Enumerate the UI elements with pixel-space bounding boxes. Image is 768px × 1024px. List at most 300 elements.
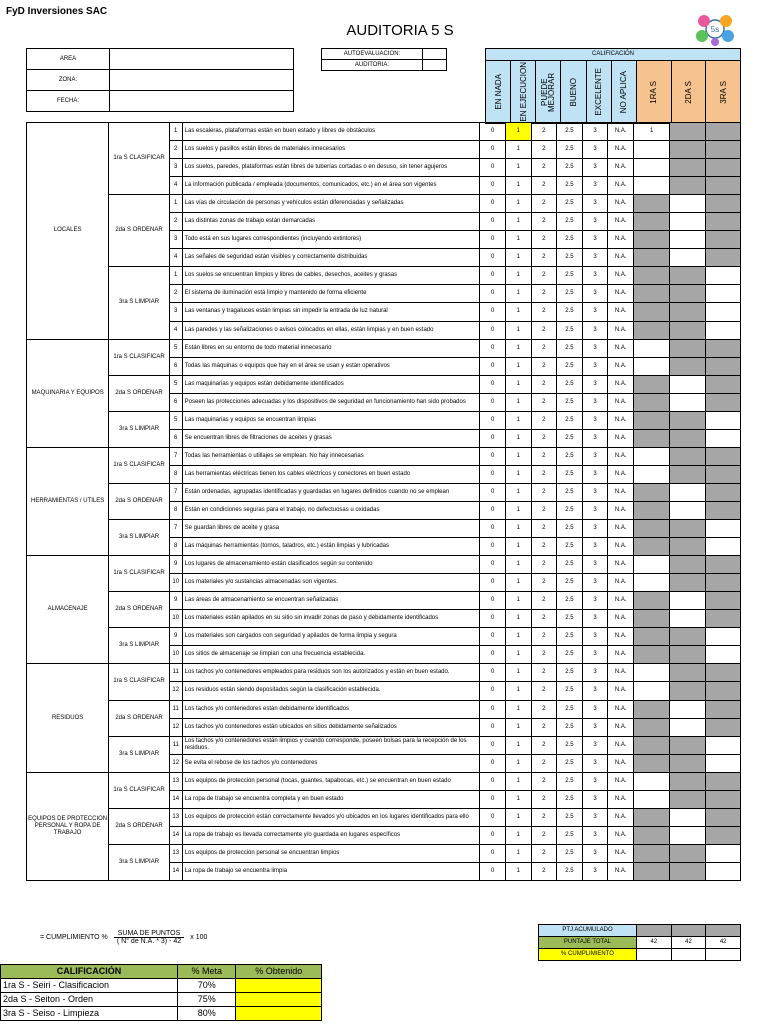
score-option[interactable]: 1: [506, 447, 532, 465]
result-1ra[interactable]: 1: [634, 123, 670, 141]
score-option[interactable]: 3: [582, 700, 608, 718]
score-option[interactable]: N.A.: [608, 123, 634, 141]
score-option[interactable]: 1: [506, 123, 532, 141]
score-option[interactable]: 0: [480, 393, 506, 411]
score-option[interactable]: 0: [480, 718, 506, 736]
score-option[interactable]: 3: [582, 375, 608, 393]
score-option[interactable]: 3: [582, 285, 608, 303]
score-option[interactable]: 0: [480, 195, 506, 213]
score-option[interactable]: 1: [506, 303, 532, 321]
score-option[interactable]: 3: [582, 213, 608, 231]
score-option[interactable]: 3: [582, 159, 608, 177]
score-option[interactable]: 2.5: [557, 646, 583, 664]
score-option[interactable]: 2: [531, 483, 557, 501]
score-option[interactable]: 3: [582, 249, 608, 267]
score-option[interactable]: 2: [531, 429, 557, 447]
score-option[interactable]: N.A.: [608, 610, 634, 628]
score-option[interactable]: 1: [506, 267, 532, 285]
score-option[interactable]: 2: [531, 285, 557, 303]
score-option[interactable]: 1: [506, 249, 532, 267]
score-option[interactable]: 3: [582, 556, 608, 574]
score-option[interactable]: 2.5: [557, 574, 583, 592]
score-option[interactable]: 2.5: [557, 790, 583, 808]
score-option[interactable]: 2.5: [557, 177, 583, 195]
result-1ra[interactable]: [634, 141, 670, 159]
score-option[interactable]: 2: [531, 465, 557, 483]
score-option[interactable]: 2.5: [557, 538, 583, 556]
score-option[interactable]: 1: [506, 159, 532, 177]
score-option[interactable]: 2.5: [557, 844, 583, 862]
score-option[interactable]: 3: [582, 339, 608, 357]
result-1ra[interactable]: [634, 357, 670, 375]
score-option[interactable]: 0: [480, 592, 506, 610]
score-option[interactable]: 3: [582, 267, 608, 285]
score-option[interactable]: 0: [480, 285, 506, 303]
score-option[interactable]: N.A.: [608, 159, 634, 177]
result-3ra[interactable]: [705, 303, 740, 321]
score-option[interactable]: N.A.: [608, 700, 634, 718]
score-option[interactable]: N.A.: [608, 520, 634, 538]
meta-row-obtenido[interactable]: [236, 993, 322, 1007]
score-option[interactable]: 2.5: [557, 285, 583, 303]
result-3ra[interactable]: [705, 267, 740, 285]
score-option[interactable]: 2: [531, 682, 557, 700]
score-option[interactable]: 0: [480, 862, 506, 880]
score-option[interactable]: 3: [582, 303, 608, 321]
score-option[interactable]: 1: [506, 862, 532, 880]
result-3ra[interactable]: [705, 538, 740, 556]
score-option[interactable]: 1: [506, 628, 532, 646]
score-option[interactable]: 1: [506, 610, 532, 628]
result-2da[interactable]: [670, 375, 705, 393]
score-option[interactable]: 2: [531, 213, 557, 231]
score-option[interactable]: 2.5: [557, 429, 583, 447]
score-option[interactable]: 2: [531, 556, 557, 574]
score-option[interactable]: N.A.: [608, 393, 634, 411]
score-option[interactable]: 3: [582, 664, 608, 682]
score-option[interactable]: 3: [582, 736, 608, 754]
score-option[interactable]: 3: [582, 628, 608, 646]
score-option[interactable]: N.A.: [608, 447, 634, 465]
score-option[interactable]: 2: [531, 574, 557, 592]
score-option[interactable]: 3: [582, 447, 608, 465]
result-3ra[interactable]: [705, 411, 740, 429]
score-option[interactable]: 2: [531, 141, 557, 159]
score-option[interactable]: 3: [582, 177, 608, 195]
score-option[interactable]: N.A.: [608, 375, 634, 393]
score-option[interactable]: 2.5: [557, 700, 583, 718]
score-option[interactable]: 0: [480, 303, 506, 321]
result-3ra[interactable]: [705, 646, 740, 664]
score-option[interactable]: 3: [582, 862, 608, 880]
score-option[interactable]: 0: [480, 141, 506, 159]
score-option[interactable]: N.A.: [608, 592, 634, 610]
score-option[interactable]: 3: [582, 592, 608, 610]
result-1ra[interactable]: [634, 159, 670, 177]
score-option[interactable]: 0: [480, 411, 506, 429]
score-option[interactable]: 0: [480, 844, 506, 862]
score-option[interactable]: 0: [480, 556, 506, 574]
score-option[interactable]: 1: [506, 646, 532, 664]
score-option[interactable]: 2.5: [557, 267, 583, 285]
score-option[interactable]: 3: [582, 123, 608, 141]
score-option[interactable]: 1: [506, 393, 532, 411]
area-field[interactable]: [110, 49, 294, 70]
score-option[interactable]: 2: [531, 393, 557, 411]
score-option[interactable]: 1: [506, 231, 532, 249]
score-option[interactable]: 3: [582, 826, 608, 844]
score-option[interactable]: 0: [480, 321, 506, 339]
score-option[interactable]: 2: [531, 808, 557, 826]
result-2da[interactable]: [670, 501, 705, 519]
score-option[interactable]: 0: [480, 664, 506, 682]
result-3ra[interactable]: [705, 862, 740, 880]
score-option[interactable]: N.A.: [608, 862, 634, 880]
score-option[interactable]: 2.5: [557, 339, 583, 357]
score-option[interactable]: 1: [506, 556, 532, 574]
score-option[interactable]: 2.5: [557, 718, 583, 736]
score-option[interactable]: 1: [506, 754, 532, 772]
score-option[interactable]: N.A.: [608, 826, 634, 844]
score-option[interactable]: 3: [582, 501, 608, 519]
score-option[interactable]: N.A.: [608, 556, 634, 574]
score-option[interactable]: N.A.: [608, 429, 634, 447]
score-option[interactable]: 1: [506, 177, 532, 195]
score-option[interactable]: 2.5: [557, 213, 583, 231]
score-option[interactable]: 2: [531, 520, 557, 538]
score-option[interactable]: 2: [531, 267, 557, 285]
score-option[interactable]: 0: [480, 520, 506, 538]
result-2da[interactable]: [670, 195, 705, 213]
score-option[interactable]: 1: [506, 411, 532, 429]
result-1ra[interactable]: [634, 790, 670, 808]
score-option[interactable]: 1: [506, 844, 532, 862]
score-option[interactable]: 3: [582, 754, 608, 772]
score-option[interactable]: N.A.: [608, 682, 634, 700]
score-option[interactable]: 1: [506, 826, 532, 844]
score-option[interactable]: 0: [480, 736, 506, 754]
result-3ra[interactable]: [705, 754, 740, 772]
score-option[interactable]: 0: [480, 483, 506, 501]
result-2da[interactable]: [670, 249, 705, 267]
score-option[interactable]: 0: [480, 267, 506, 285]
score-option[interactable]: N.A.: [608, 285, 634, 303]
score-option[interactable]: 2: [531, 447, 557, 465]
score-option[interactable]: 1: [506, 574, 532, 592]
score-option[interactable]: 2.5: [557, 664, 583, 682]
score-option[interactable]: 2.5: [557, 556, 583, 574]
score-option[interactable]: 3: [582, 844, 608, 862]
score-option[interactable]: 0: [480, 682, 506, 700]
score-option[interactable]: 2: [531, 862, 557, 880]
score-option[interactable]: 2.5: [557, 231, 583, 249]
score-option[interactable]: 1: [506, 321, 532, 339]
score-option[interactable]: N.A.: [608, 790, 634, 808]
score-option[interactable]: 3: [582, 357, 608, 375]
score-option[interactable]: 2: [531, 303, 557, 321]
score-option[interactable]: N.A.: [608, 321, 634, 339]
score-option[interactable]: 2.5: [557, 321, 583, 339]
score-option[interactable]: 2.5: [557, 303, 583, 321]
score-option[interactable]: N.A.: [608, 574, 634, 592]
result-1ra[interactable]: [634, 574, 670, 592]
score-option[interactable]: 1: [506, 357, 532, 375]
result-1ra[interactable]: [634, 447, 670, 465]
score-option[interactable]: N.A.: [608, 177, 634, 195]
score-option[interactable]: N.A.: [608, 844, 634, 862]
score-option[interactable]: 1: [506, 483, 532, 501]
score-option[interactable]: 2: [531, 646, 557, 664]
score-option[interactable]: 2.5: [557, 628, 583, 646]
score-option[interactable]: 2: [531, 790, 557, 808]
score-option[interactable]: 2.5: [557, 682, 583, 700]
score-option[interactable]: 0: [480, 375, 506, 393]
score-option[interactable]: 2.5: [557, 754, 583, 772]
score-option[interactable]: 1: [506, 682, 532, 700]
score-option[interactable]: 3: [582, 429, 608, 447]
score-option[interactable]: 2: [531, 411, 557, 429]
score-option[interactable]: N.A.: [608, 231, 634, 249]
score-option[interactable]: 2: [531, 772, 557, 790]
result-3ra[interactable]: [705, 844, 740, 862]
score-option[interactable]: 2: [531, 664, 557, 682]
score-option[interactable]: 2.5: [557, 141, 583, 159]
score-option[interactable]: 1: [506, 718, 532, 736]
score-option[interactable]: 2: [531, 501, 557, 519]
score-option[interactable]: 0: [480, 447, 506, 465]
score-option[interactable]: 0: [480, 429, 506, 447]
score-option[interactable]: 2.5: [557, 736, 583, 754]
score-option[interactable]: 1: [506, 520, 532, 538]
score-option[interactable]: 1: [506, 141, 532, 159]
result-1ra[interactable]: [634, 465, 670, 483]
score-option[interactable]: N.A.: [608, 718, 634, 736]
result-3ra[interactable]: [705, 520, 740, 538]
score-option[interactable]: 2: [531, 844, 557, 862]
score-option[interactable]: N.A.: [608, 249, 634, 267]
result-1ra[interactable]: [634, 556, 670, 574]
score-option[interactable]: 0: [480, 249, 506, 267]
result-3ra[interactable]: [705, 321, 740, 339]
score-option[interactable]: 0: [480, 574, 506, 592]
score-option[interactable]: 3: [582, 646, 608, 664]
score-option[interactable]: 3: [582, 231, 608, 249]
score-option[interactable]: 2: [531, 357, 557, 375]
score-option[interactable]: 2: [531, 339, 557, 357]
score-option[interactable]: N.A.: [608, 646, 634, 664]
score-option[interactable]: 3: [582, 465, 608, 483]
score-option[interactable]: 2.5: [557, 393, 583, 411]
score-option[interactable]: 1: [506, 465, 532, 483]
score-option[interactable]: 2.5: [557, 808, 583, 826]
score-option[interactable]: 2.5: [557, 610, 583, 628]
score-option[interactable]: 3: [582, 808, 608, 826]
score-option[interactable]: N.A.: [608, 195, 634, 213]
score-option[interactable]: N.A.: [608, 808, 634, 826]
score-option[interactable]: N.A.: [608, 501, 634, 519]
meta-row-obtenido[interactable]: [236, 1007, 322, 1021]
score-option[interactable]: 1: [506, 592, 532, 610]
score-option[interactable]: 3: [582, 538, 608, 556]
score-option[interactable]: 1: [506, 790, 532, 808]
result-2da[interactable]: [670, 826, 705, 844]
score-option[interactable]: 3: [582, 610, 608, 628]
score-option[interactable]: 2: [531, 538, 557, 556]
result-2da[interactable]: [670, 700, 705, 718]
score-option[interactable]: N.A.: [608, 141, 634, 159]
score-option[interactable]: 2.5: [557, 411, 583, 429]
result-3ra[interactable]: [705, 736, 740, 754]
score-option[interactable]: 0: [480, 772, 506, 790]
score-option[interactable]: 1: [506, 736, 532, 754]
score-option[interactable]: 0: [480, 213, 506, 231]
result-1ra[interactable]: [634, 177, 670, 195]
score-option[interactable]: 2: [531, 177, 557, 195]
score-option[interactable]: 2.5: [557, 862, 583, 880]
score-option[interactable]: 2.5: [557, 159, 583, 177]
score-option[interactable]: 3: [582, 393, 608, 411]
autoeval-checkbox[interactable]: [423, 49, 447, 60]
score-option[interactable]: 3: [582, 520, 608, 538]
score-option[interactable]: N.A.: [608, 303, 634, 321]
score-option[interactable]: 2: [531, 826, 557, 844]
score-option[interactable]: 2.5: [557, 826, 583, 844]
score-option[interactable]: N.A.: [608, 664, 634, 682]
score-option[interactable]: 2.5: [557, 357, 583, 375]
score-option[interactable]: 0: [480, 465, 506, 483]
score-option[interactable]: 2: [531, 123, 557, 141]
score-option[interactable]: 2.5: [557, 375, 583, 393]
score-option[interactable]: 1: [506, 538, 532, 556]
result-1ra[interactable]: [634, 772, 670, 790]
score-option[interactable]: 2.5: [557, 195, 583, 213]
score-option[interactable]: 1: [506, 772, 532, 790]
result-2da[interactable]: [670, 231, 705, 249]
score-option[interactable]: 0: [480, 610, 506, 628]
zona-field[interactable]: [110, 70, 294, 91]
score-option[interactable]: N.A.: [608, 628, 634, 646]
score-option[interactable]: 1: [506, 285, 532, 303]
score-option[interactable]: 2: [531, 159, 557, 177]
fecha-field[interactable]: [110, 91, 294, 112]
score-option[interactable]: 2: [531, 592, 557, 610]
result-2da[interactable]: [670, 213, 705, 231]
result-2da[interactable]: [670, 718, 705, 736]
result-3ra[interactable]: [705, 628, 740, 646]
result-2da[interactable]: [670, 808, 705, 826]
result-1ra[interactable]: [634, 664, 670, 682]
result-2da[interactable]: [670, 393, 705, 411]
score-option[interactable]: 2: [531, 249, 557, 267]
score-option[interactable]: 1: [506, 195, 532, 213]
score-option[interactable]: 3: [582, 574, 608, 592]
score-option[interactable]: N.A.: [608, 267, 634, 285]
score-option[interactable]: 0: [480, 538, 506, 556]
score-option[interactable]: 2.5: [557, 123, 583, 141]
result-3ra[interactable]: [705, 429, 740, 447]
score-option[interactable]: 0: [480, 808, 506, 826]
score-option[interactable]: 3: [582, 790, 608, 808]
score-option[interactable]: 1: [506, 375, 532, 393]
score-option[interactable]: N.A.: [608, 736, 634, 754]
score-option[interactable]: 0: [480, 357, 506, 375]
score-option[interactable]: 3: [582, 483, 608, 501]
score-option[interactable]: 3: [582, 718, 608, 736]
score-option[interactable]: 1: [506, 429, 532, 447]
score-option[interactable]: 0: [480, 826, 506, 844]
score-option[interactable]: 0: [480, 159, 506, 177]
auditoria-checkbox[interactable]: [423, 60, 447, 71]
score-option[interactable]: 1: [506, 339, 532, 357]
score-option[interactable]: N.A.: [608, 772, 634, 790]
score-option[interactable]: 2: [531, 375, 557, 393]
score-option[interactable]: 0: [480, 177, 506, 195]
score-option[interactable]: 0: [480, 123, 506, 141]
score-option[interactable]: N.A.: [608, 483, 634, 501]
score-option[interactable]: 0: [480, 501, 506, 519]
result-2da[interactable]: [670, 610, 705, 628]
score-option[interactable]: 2.5: [557, 447, 583, 465]
score-option[interactable]: 0: [480, 628, 506, 646]
score-option[interactable]: N.A.: [608, 465, 634, 483]
score-option[interactable]: 2: [531, 610, 557, 628]
score-option[interactable]: 2: [531, 736, 557, 754]
score-option[interactable]: N.A.: [608, 213, 634, 231]
score-option[interactable]: 1: [506, 664, 532, 682]
score-option[interactable]: 3: [582, 682, 608, 700]
score-option[interactable]: 0: [480, 754, 506, 772]
score-option[interactable]: N.A.: [608, 339, 634, 357]
result-1ra[interactable]: [634, 339, 670, 357]
score-option[interactable]: 2.5: [557, 501, 583, 519]
score-option[interactable]: 2.5: [557, 520, 583, 538]
score-option[interactable]: 3: [582, 411, 608, 429]
score-option[interactable]: N.A.: [608, 754, 634, 772]
score-option[interactable]: 3: [582, 195, 608, 213]
result-1ra[interactable]: [634, 682, 670, 700]
score-option[interactable]: 2: [531, 700, 557, 718]
score-option[interactable]: 3: [582, 321, 608, 339]
result-2da[interactable]: [670, 483, 705, 501]
score-option[interactable]: N.A.: [608, 411, 634, 429]
score-option[interactable]: 3: [582, 141, 608, 159]
score-option[interactable]: 1: [506, 213, 532, 231]
result-2da[interactable]: [670, 592, 705, 610]
score-option[interactable]: 0: [480, 790, 506, 808]
score-option[interactable]: 0: [480, 700, 506, 718]
meta-row-obtenido[interactable]: [236, 979, 322, 993]
score-option[interactable]: 2.5: [557, 249, 583, 267]
score-option[interactable]: 2: [531, 231, 557, 249]
score-option[interactable]: 3: [582, 772, 608, 790]
score-option[interactable]: 2.5: [557, 465, 583, 483]
score-option[interactable]: 2: [531, 628, 557, 646]
score-option[interactable]: 2: [531, 195, 557, 213]
score-option[interactable]: 1: [506, 808, 532, 826]
score-option[interactable]: 1: [506, 501, 532, 519]
score-option[interactable]: N.A.: [608, 357, 634, 375]
score-option[interactable]: N.A.: [608, 538, 634, 556]
score-option[interactable]: 1: [506, 700, 532, 718]
score-option[interactable]: 0: [480, 231, 506, 249]
score-option[interactable]: 0: [480, 646, 506, 664]
score-option[interactable]: 2.5: [557, 772, 583, 790]
score-option[interactable]: 2: [531, 718, 557, 736]
score-option[interactable]: 2.5: [557, 592, 583, 610]
score-option[interactable]: 2.5: [557, 483, 583, 501]
score-option[interactable]: 2: [531, 754, 557, 772]
result-3ra[interactable]: [705, 285, 740, 303]
